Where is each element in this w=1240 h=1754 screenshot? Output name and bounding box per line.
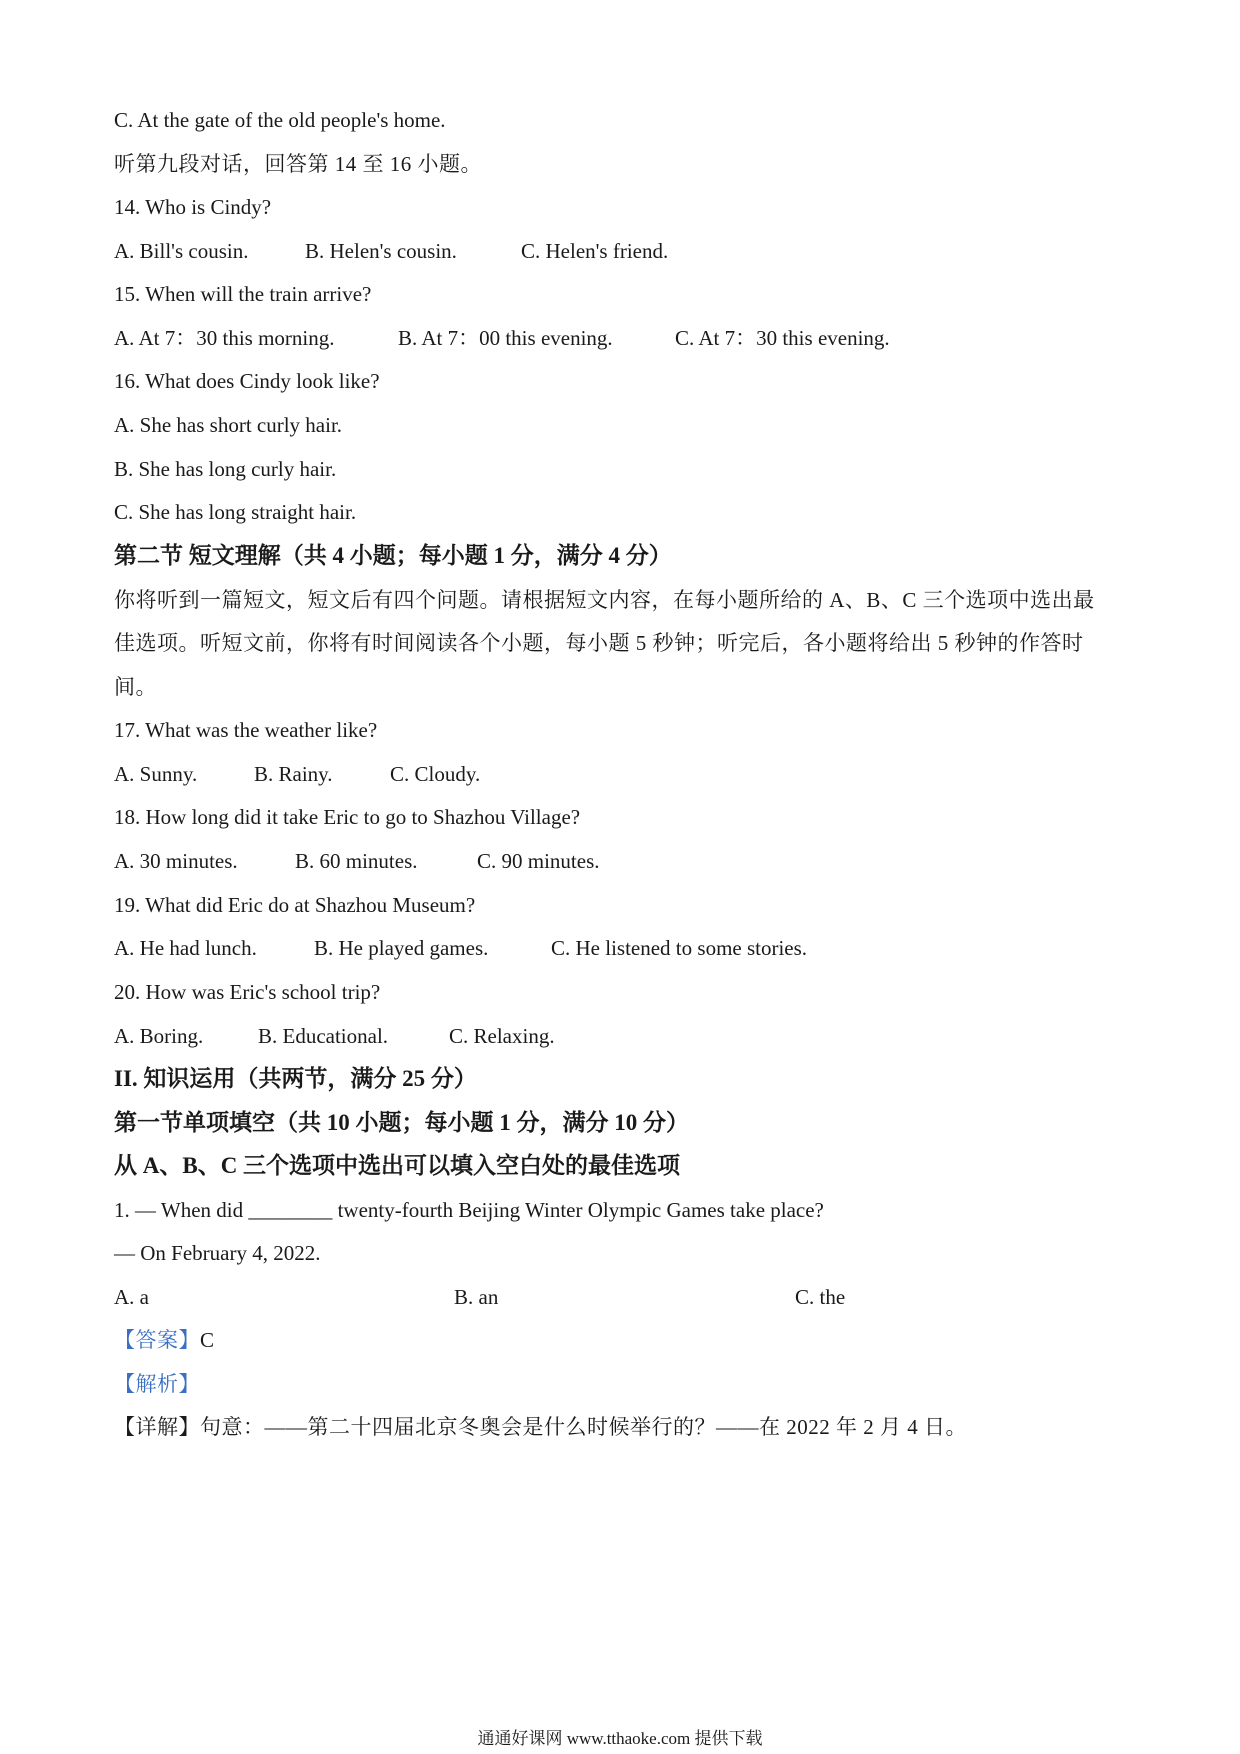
options-17 bbox=[114, 760, 481, 788]
option-18b: B. 60 minutes. bbox=[295, 849, 418, 873]
instruction-dialogue-9: 听第九段对话，回答第 14 至 16 小题。 bbox=[114, 152, 482, 176]
option-19c: C. He listened to some stories. bbox=[551, 936, 808, 960]
question-20: 20. How was Eric's school trip? bbox=[114, 980, 381, 1004]
question-15: 15. When will the train arrive? bbox=[114, 282, 372, 306]
analysis-label: 【解析】 bbox=[114, 1372, 200, 1396]
part-2-heading: II. 知识运用（共两节，满分 25 分） bbox=[114, 1066, 477, 1091]
option-18c: C. 90 minutes. bbox=[477, 849, 600, 873]
part-2-instruction: 从 A、B、C 三个选项中选出可以填入空白处的最佳选项 bbox=[114, 1153, 681, 1178]
option-15c: C. At 7：30 this evening. bbox=[675, 326, 890, 350]
mc-option-1b: B. an bbox=[454, 1285, 499, 1309]
option-19b: B. He played games. bbox=[314, 936, 489, 960]
options-14 bbox=[114, 237, 669, 265]
detail-text: 句意：——第二十四届北京冬奥会是什么时候举行的？——在 2022 年 2 月 4 日。 bbox=[200, 1415, 967, 1439]
answer-value: C bbox=[200, 1328, 215, 1352]
option-16a: A. She has short curly hair. bbox=[114, 413, 343, 437]
answer-label: 【答案】 bbox=[114, 1328, 200, 1352]
question-14: 14. Who is Cindy? bbox=[114, 195, 272, 219]
question-16: 16. What does Cindy look like? bbox=[114, 369, 380, 393]
answer-line bbox=[114, 1326, 215, 1354]
section-2-instruction-2: 佳选项。听短文前，你将有时间阅读各个小题，每小题 5 秒钟；听完后，各小题将给出 5 秒钟的作答时 bbox=[114, 631, 1084, 655]
option-20b: B. Educational. bbox=[258, 1024, 389, 1048]
option-16b: B. She has long curly hair. bbox=[114, 457, 337, 481]
section-2-heading: 第二节 短文理解（共 4 小题；每小题 1 分，满分 4 分） bbox=[114, 543, 672, 568]
option-19a: A. He had lunch. bbox=[114, 936, 257, 960]
option-16c: C. She has long straight hair. bbox=[114, 500, 357, 524]
options-18 bbox=[114, 847, 600, 875]
option-14b: B. Helen's cousin. bbox=[305, 239, 457, 263]
question-17: 17. What was the weather like? bbox=[114, 718, 378, 742]
option-20c: C. Relaxing. bbox=[449, 1024, 555, 1048]
section-2-instruction-1: 你将听到一篇短文，短文后有四个问题。请根据短文内容，在每小题所给的 A、B、C 三个选项中选出最 bbox=[114, 588, 1095, 612]
option-17b: B. Rainy. bbox=[254, 762, 333, 786]
mc-question-1-response: — On February 4, 2022. bbox=[114, 1241, 321, 1265]
option-20a: A. Boring. bbox=[114, 1024, 204, 1048]
option-17a: A. Sunny. bbox=[114, 762, 198, 786]
options-20 bbox=[114, 1022, 555, 1050]
page-footer: 通通好课网 www.tthaoke.com 提供下载 bbox=[477, 1729, 763, 1748]
detail-line bbox=[114, 1413, 967, 1441]
part-2-section-1-heading: 第一节单项填空（共 10 小题；每小题 1 分，满分 10 分） bbox=[114, 1110, 689, 1135]
option-15b: B. At 7：00 this evening. bbox=[398, 326, 613, 350]
options-15 bbox=[114, 324, 890, 352]
mc-options-1 bbox=[114, 1283, 846, 1311]
option-18a: A. 30 minutes. bbox=[114, 849, 238, 873]
question-19: 19. What did Eric do at Shazhou Museum? bbox=[114, 893, 476, 917]
section-2-instruction-3: 间。 bbox=[114, 675, 157, 699]
option-14c: C. Helen's friend. bbox=[521, 239, 669, 263]
option-14a: A. Bill's cousin. bbox=[114, 239, 249, 263]
option-15a: A. At 7：30 this morning. bbox=[114, 326, 335, 350]
option-13c: C. At the gate of the old people's home. bbox=[114, 108, 446, 132]
mc-option-1c: C. the bbox=[795, 1285, 846, 1309]
option-17c: C. Cloudy. bbox=[390, 762, 481, 786]
options-19 bbox=[114, 934, 808, 962]
question-18: 18. How long did it take Eric to go to Shazhou Village? bbox=[114, 805, 581, 829]
mc-question-1: 1. — When did ________ twenty-fourth Beijing Winter Olympic Games take place? bbox=[114, 1198, 824, 1222]
mc-option-1a: A. a bbox=[114, 1285, 149, 1309]
detail-label: 【详解】 bbox=[114, 1415, 200, 1439]
